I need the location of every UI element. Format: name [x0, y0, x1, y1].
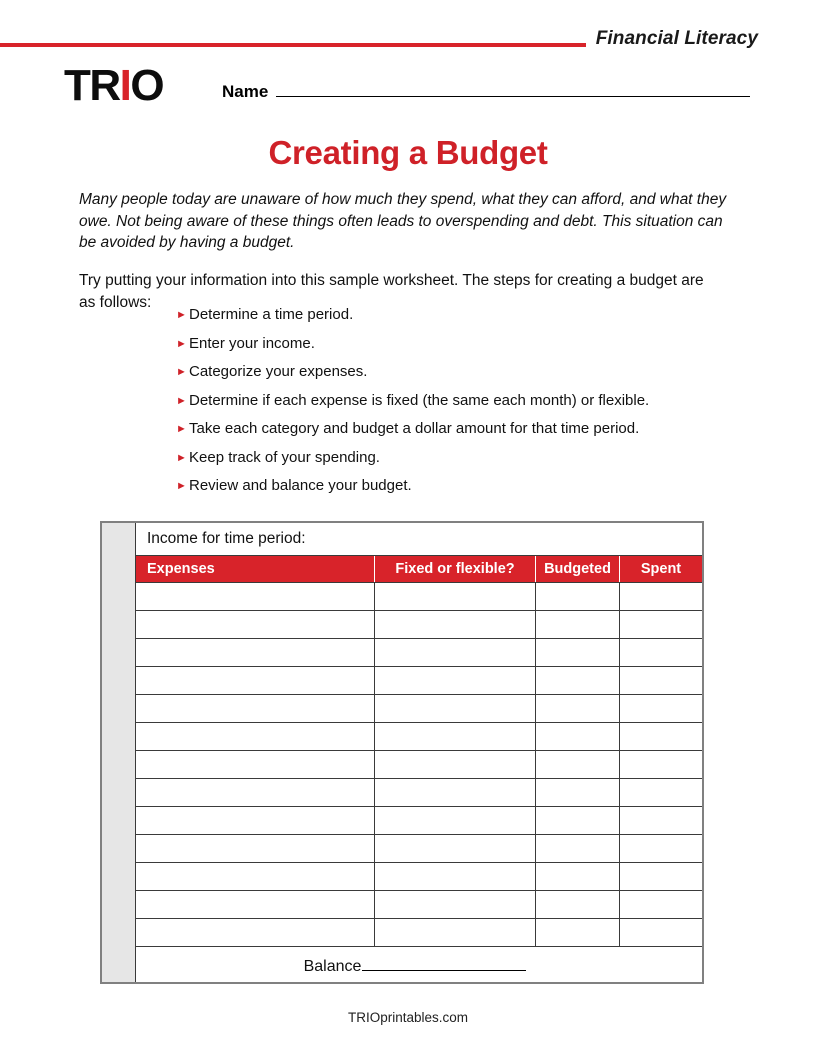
balance-label: Balance — [303, 958, 362, 975]
step-label: Enter your income. — [189, 334, 315, 352]
balance-group — [304, 958, 527, 976]
table-row — [136, 723, 702, 751]
cell-expenses[interactable] — [136, 667, 375, 694]
list-item — [176, 392, 776, 410]
intro-paragraph: Many people today are unaware of how much they spend, what they can afford, and what they owe. Not being aware of these things often leads to overspending and debt. This situation can be avoided by having a budget. — [79, 191, 727, 251]
step-label: Categorize your expenses. — [189, 363, 368, 380]
cell-spent[interactable] — [620, 891, 702, 918]
logo-text-before: TR — [64, 61, 120, 110]
cell-expenses[interactable] — [136, 779, 375, 806]
income-row[interactable] — [136, 523, 702, 556]
cell-spent[interactable] — [620, 807, 702, 834]
cell-budgeted[interactable] — [536, 723, 620, 750]
name-input[interactable] — [276, 83, 750, 97]
triangle-right-icon: ► — [176, 394, 187, 407]
cell-expenses[interactable] — [136, 639, 375, 666]
cell-spent[interactable] — [620, 583, 702, 610]
name-label: Name — [222, 82, 269, 101]
cell-expenses[interactable] — [136, 723, 375, 750]
list-item — [176, 335, 776, 353]
cell-expenses[interactable] — [136, 891, 375, 918]
cell-expenses[interactable] — [136, 863, 375, 890]
table-gutter — [102, 523, 136, 982]
cell-expenses[interactable] — [136, 611, 375, 638]
list-item — [176, 306, 776, 324]
list-item — [176, 363, 776, 381]
cell-spent[interactable] — [620, 639, 702, 666]
cell-fixed-or-flexible[interactable] — [375, 919, 536, 946]
step-label: Review and balance your budget. — [189, 477, 412, 494]
table-row — [136, 779, 702, 807]
cell-spent[interactable] — [620, 667, 702, 694]
cell-fixed-or-flexible[interactable] — [375, 863, 536, 890]
name-field-row — [222, 82, 750, 102]
cell-budgeted[interactable] — [536, 639, 620, 666]
table-row — [136, 807, 702, 835]
cell-fixed-or-flexible[interactable] — [375, 583, 536, 610]
triangle-right-icon: ► — [176, 480, 187, 492]
cell-budgeted[interactable] — [536, 751, 620, 778]
cell-fixed-or-flexible[interactable] — [375, 695, 536, 722]
cell-budgeted[interactable] — [536, 667, 620, 694]
cell-budgeted[interactable] — [536, 891, 620, 918]
table-row — [136, 667, 702, 695]
list-item — [176, 420, 776, 438]
triangle-right-icon: ► — [176, 337, 187, 350]
cell-fixed-or-flexible[interactable] — [375, 639, 536, 666]
cell-spent[interactable] — [620, 835, 702, 862]
cell-budgeted[interactable] — [536, 779, 620, 806]
cell-budgeted[interactable] — [536, 863, 620, 890]
header-band — [0, 28, 816, 56]
budget-table — [100, 521, 704, 984]
income-row-label: Income for time period: — [147, 530, 306, 547]
triangle-right-icon: ► — [176, 451, 187, 464]
cell-spent[interactable] — [620, 723, 702, 750]
cell-spent[interactable] — [620, 779, 702, 806]
cell-budgeted[interactable] — [536, 835, 620, 862]
column-header-expenses: Expenses — [136, 556, 375, 582]
subject-label: Financial Literacy — [595, 28, 758, 49]
table-row — [136, 835, 702, 863]
page-title: Creating a Budget — [268, 134, 548, 171]
table-row — [136, 751, 702, 779]
column-header-spent: Spent — [640, 561, 682, 577]
table-row — [136, 639, 702, 667]
list-item — [176, 449, 776, 467]
balance-row — [136, 947, 702, 982]
cell-fixed-or-flexible[interactable] — [375, 723, 536, 750]
step-label: Determine if each expense is fixed (the same each month) or flexible. — [189, 391, 650, 409]
cell-budgeted[interactable] — [536, 583, 620, 610]
cell-expenses[interactable] — [136, 919, 375, 946]
cell-expenses[interactable] — [136, 583, 375, 610]
cell-fixed-or-flexible[interactable] — [375, 891, 536, 918]
logo-text-accent: I — [119, 61, 131, 110]
cell-spent[interactable] — [620, 919, 702, 946]
step-label: Keep track of your spending. — [189, 448, 380, 466]
column-header-budgeted: Budgeted — [536, 556, 620, 582]
cell-budgeted[interactable] — [536, 611, 620, 638]
cell-fixed-or-flexible[interactable] — [375, 835, 536, 862]
table-row — [136, 695, 702, 723]
trio-logo — [64, 61, 164, 110]
table-grid — [136, 523, 702, 982]
triangle-right-icon: ► — [176, 309, 187, 321]
column-header-fixed-or-flexible: Fixed or flexible? — [375, 556, 536, 582]
cell-expenses[interactable] — [136, 807, 375, 834]
step-label: Take each category and budget a dollar amount for that time period. — [189, 420, 640, 437]
cell-expenses[interactable] — [136, 835, 375, 862]
cell-fixed-or-flexible[interactable] — [375, 611, 536, 638]
logo-text-after: O — [130, 61, 164, 110]
cell-spent[interactable] — [620, 751, 702, 778]
cell-budgeted[interactable] — [536, 919, 620, 946]
cell-fixed-or-flexible[interactable] — [375, 807, 536, 834]
accent-rule — [0, 43, 586, 47]
table-body — [136, 583, 702, 947]
cell-spent[interactable] — [620, 863, 702, 890]
cell-budgeted[interactable] — [536, 807, 620, 834]
cell-fixed-or-flexible[interactable] — [375, 751, 536, 778]
cell-fixed-or-flexible[interactable] — [375, 667, 536, 694]
list-item — [176, 477, 776, 495]
table-row — [136, 611, 702, 639]
triangle-right-icon: ► — [176, 366, 187, 378]
balance-input[interactable] — [362, 958, 526, 971]
steps-list — [176, 306, 776, 506]
cell-expenses[interactable] — [136, 751, 375, 778]
table-row — [136, 583, 702, 611]
instructions-paragraph: Try putting your information into this sample worksheet. The steps for creating a budget are as follows: — [79, 272, 704, 311]
cell-spent[interactable] — [620, 611, 702, 638]
cell-budgeted[interactable] — [536, 695, 620, 722]
triangle-right-icon: ► — [176, 423, 187, 435]
table-row — [136, 863, 702, 891]
cell-fixed-or-flexible[interactable] — [375, 779, 536, 806]
table-row — [136, 919, 702, 947]
cell-expenses[interactable] — [136, 695, 375, 722]
step-label: Determine a time period. — [189, 306, 354, 323]
footer-url: TRIOprintables.com — [347, 1010, 469, 1025]
table-row — [136, 891, 702, 919]
cell-spent[interactable] — [620, 695, 702, 722]
table-header-row — [136, 556, 702, 583]
